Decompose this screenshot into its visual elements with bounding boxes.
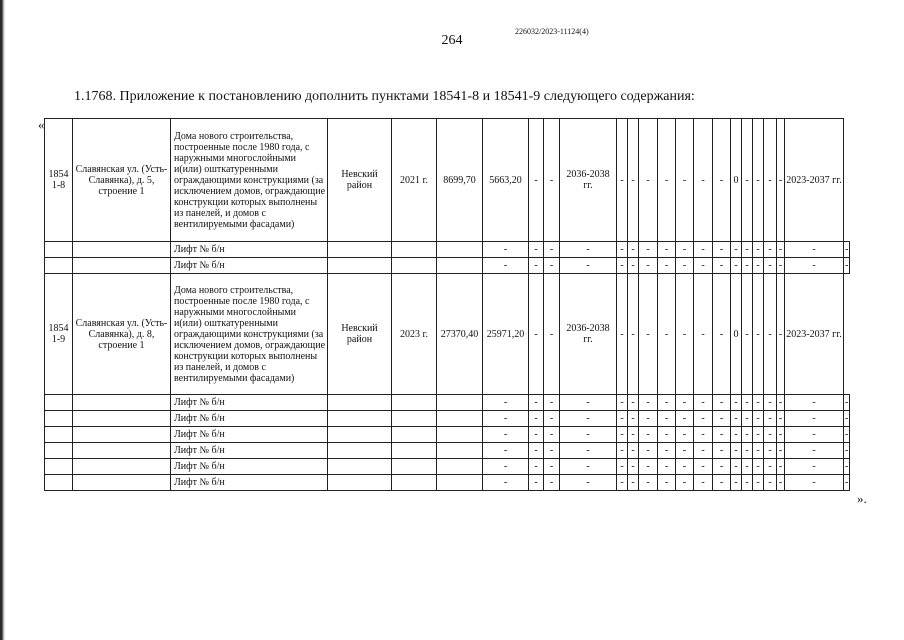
value-cell (437, 395, 483, 411)
value-cell: - (777, 443, 785, 459)
value-cell: - (764, 443, 777, 459)
value-cell: - (777, 274, 785, 395)
value-cell (328, 443, 392, 459)
value-cell: - (544, 242, 560, 258)
value-cell: - (560, 242, 617, 258)
value-cell: - (639, 443, 658, 459)
value-cell: - (483, 427, 529, 443)
value-cell: - (731, 459, 742, 475)
value-cell: - (764, 395, 777, 411)
value-cell: - (628, 242, 639, 258)
value-cell: - (742, 411, 753, 427)
lift-row (45, 427, 850, 443)
value-cell: - (529, 258, 544, 274)
empty-cell (73, 475, 171, 491)
value-cell: - (844, 411, 850, 427)
value-cell: - (713, 443, 731, 459)
value-cell (328, 258, 392, 274)
value-cell: - (731, 242, 742, 258)
value-cell: - (764, 258, 777, 274)
value-cell: - (658, 274, 676, 395)
value-cell: - (639, 475, 658, 491)
value-cell: - (617, 258, 628, 274)
empty-cell (45, 395, 73, 411)
value-cell: - (844, 443, 850, 459)
value-cell: - (617, 475, 628, 491)
value-cell: - (764, 427, 777, 443)
value-cell: - (844, 242, 850, 258)
value-cell: - (628, 475, 639, 491)
value-cell: - (694, 475, 713, 491)
empty-cell (73, 258, 171, 274)
value-cell: 0 (731, 274, 742, 395)
value-cell (328, 242, 392, 258)
area-total-cell: 8699,70 (437, 119, 483, 242)
empty-cell (45, 258, 73, 274)
value-cell (328, 475, 392, 491)
register-table (44, 118, 850, 491)
value-cell: - (529, 119, 544, 242)
value-cell: - (777, 119, 785, 242)
row-number: 1854 1-9 (45, 274, 73, 395)
value-cell: - (676, 411, 694, 427)
value-cell: 2036-2038 гг. (560, 119, 617, 242)
value-cell: - (529, 395, 544, 411)
value-cell: - (777, 395, 785, 411)
value-cell: - (777, 258, 785, 274)
value-cell: - (742, 475, 753, 491)
value-cell: - (617, 119, 628, 242)
value-cell: - (753, 459, 764, 475)
value-cell: - (731, 395, 742, 411)
empty-cell (45, 411, 73, 427)
value-cell: - (742, 258, 753, 274)
value-cell (328, 395, 392, 411)
value-cell: - (560, 395, 617, 411)
value-cell: - (658, 475, 676, 491)
value-cell: - (676, 475, 694, 491)
value-cell: - (617, 411, 628, 427)
value-cell: - (764, 475, 777, 491)
value-cell: - (753, 395, 764, 411)
value-cell: - (639, 119, 658, 242)
value-cell: - (560, 459, 617, 475)
value-cell: - (560, 258, 617, 274)
empty-cell (45, 459, 73, 475)
value-cell: - (694, 258, 713, 274)
value-cell: - (742, 274, 753, 395)
value-cell (437, 411, 483, 427)
value-cell: - (676, 274, 694, 395)
empty-cell (73, 242, 171, 258)
value-cell: - (658, 119, 676, 242)
lift-row (45, 459, 850, 475)
value-cell: - (785, 475, 844, 491)
opening-quote: « (38, 117, 45, 132)
value-cell: - (785, 242, 844, 258)
value-cell: - (777, 459, 785, 475)
value-cell: - (753, 274, 764, 395)
value-cell: - (742, 395, 753, 411)
value-cell (328, 427, 392, 443)
value-cell: - (694, 411, 713, 427)
value-cell: - (785, 395, 844, 411)
value-cell: 0 (731, 119, 742, 242)
value-cell: - (639, 427, 658, 443)
lift-label: Лифт № б/н (171, 258, 328, 274)
value-cell: - (658, 411, 676, 427)
value-cell: - (483, 475, 529, 491)
empty-cell (73, 427, 171, 443)
value-cell: - (560, 427, 617, 443)
value-cell: - (544, 427, 560, 443)
value-cell: - (731, 258, 742, 274)
value-cell: - (628, 119, 639, 242)
value-cell: - (742, 459, 753, 475)
value-cell: - (777, 427, 785, 443)
empty-cell (73, 395, 171, 411)
value-cell: - (544, 443, 560, 459)
value-cell: - (628, 258, 639, 274)
value-cell: - (628, 443, 639, 459)
value-cell: - (628, 427, 639, 443)
lift-row (45, 258, 850, 274)
value-cell: - (676, 443, 694, 459)
value-cell: - (483, 395, 529, 411)
value-cell: - (676, 427, 694, 443)
value-cell: - (483, 258, 529, 274)
value-cell: - (753, 411, 764, 427)
lift-row (45, 395, 850, 411)
value-cell: - (617, 459, 628, 475)
value-cell: - (764, 411, 777, 427)
value-cell: - (753, 119, 764, 242)
value-cell: - (753, 475, 764, 491)
value-cell (392, 475, 437, 491)
value-cell: - (844, 395, 850, 411)
area-total-cell: 27370,40 (437, 274, 483, 395)
value-cell: - (628, 459, 639, 475)
value-cell: - (713, 411, 731, 427)
area-living-cell: 5663,20 (483, 119, 529, 242)
value-cell: - (544, 459, 560, 475)
empty-cell (45, 242, 73, 258)
value-cell: - (785, 427, 844, 443)
value-cell (437, 258, 483, 274)
value-cell: - (764, 274, 777, 395)
lift-label: Лифт № б/н (171, 459, 328, 475)
value-cell: - (694, 274, 713, 395)
value-cell: - (713, 427, 731, 443)
value-cell (392, 427, 437, 443)
value-cell (392, 443, 437, 459)
lift-label: Лифт № б/н (171, 475, 328, 491)
value-cell: - (617, 395, 628, 411)
value-cell: - (628, 274, 639, 395)
value-cell: - (544, 119, 560, 242)
value-cell: - (544, 274, 560, 395)
value-cell: - (658, 459, 676, 475)
closing-quote: ». (857, 491, 867, 506)
value-cell (437, 459, 483, 475)
value-cell (392, 395, 437, 411)
description-cell: Дома нового строительства, построенные после 1980 года, с наружными многослойными и(или) ошткатуренными ограждающими конструкциями (за исключением домов, ограждающие конструкции которых выполнены из панелей, и домов с вентилируемыми фасадами) (171, 274, 328, 395)
value-cell: - (544, 395, 560, 411)
value-cell: 2023-2037 гг. (785, 119, 844, 242)
lift-row (45, 411, 850, 427)
value-cell: - (529, 274, 544, 395)
value-cell (437, 443, 483, 459)
area-living-cell: 25971,20 (483, 274, 529, 395)
value-cell: - (529, 427, 544, 443)
value-cell: - (753, 443, 764, 459)
value-cell: - (658, 427, 676, 443)
value-cell: - (658, 258, 676, 274)
value-cell: - (713, 475, 731, 491)
value-cell: - (694, 242, 713, 258)
year-cell: 2023 г. (392, 274, 437, 395)
value-cell: - (483, 443, 529, 459)
value-cell: - (694, 395, 713, 411)
building-row (45, 274, 850, 395)
value-cell: - (676, 258, 694, 274)
value-cell: - (483, 411, 529, 427)
value-cell: - (742, 119, 753, 242)
value-cell: - (617, 443, 628, 459)
value-cell: - (694, 427, 713, 443)
lift-row (45, 242, 850, 258)
value-cell: - (628, 395, 639, 411)
value-cell: - (529, 443, 544, 459)
district-cell: Невский район (328, 274, 392, 395)
value-cell: - (694, 443, 713, 459)
value-cell: - (731, 427, 742, 443)
value-cell (392, 242, 437, 258)
value-cell: - (742, 427, 753, 443)
document-number: 226032/2023-11124(4) (515, 27, 589, 36)
value-cell: - (628, 411, 639, 427)
value-cell: - (777, 242, 785, 258)
value-cell: - (544, 475, 560, 491)
value-cell (437, 475, 483, 491)
value-cell: - (742, 443, 753, 459)
value-cell: - (617, 274, 628, 395)
value-cell: - (753, 242, 764, 258)
address-cell: Славянская ул. (Усть-Славянка), д. 8, строение 1 (73, 274, 171, 395)
value-cell: - (529, 242, 544, 258)
value-cell: 2036-2038 гг. (560, 274, 617, 395)
value-cell: - (694, 459, 713, 475)
value-cell: - (785, 411, 844, 427)
value-cell: - (731, 475, 742, 491)
value-cell: - (676, 395, 694, 411)
lift-row (45, 475, 850, 491)
value-cell: - (785, 258, 844, 274)
value-cell: - (639, 459, 658, 475)
value-cell: - (676, 459, 694, 475)
value-cell: - (731, 411, 742, 427)
value-cell: - (713, 395, 731, 411)
value-cell: - (753, 258, 764, 274)
heading: 1.1768. Приложение к постановлению дополнить пунктами 18541-8 и 18541-9 следующего содержания: (74, 89, 695, 104)
empty-cell (73, 459, 171, 475)
empty-cell (45, 443, 73, 459)
empty-cell (45, 475, 73, 491)
value-cell: - (764, 459, 777, 475)
value-cell: - (529, 411, 544, 427)
value-cell (437, 427, 483, 443)
lift-label: Лифт № б/н (171, 395, 328, 411)
value-cell (328, 411, 392, 427)
lift-label: Лифт № б/н (171, 427, 328, 443)
value-cell: - (764, 242, 777, 258)
address-cell: Славянская ул. (Усть-Славянка), д. 5, строение 1 (73, 119, 171, 242)
value-cell: - (617, 427, 628, 443)
value-cell: - (713, 274, 731, 395)
building-row (45, 119, 850, 242)
year-cell: 2021 г. (392, 119, 437, 242)
value-cell: - (777, 475, 785, 491)
value-cell: - (753, 427, 764, 443)
value-cell: - (639, 274, 658, 395)
scan-left-edge (0, 0, 5, 640)
value-cell: - (777, 411, 785, 427)
empty-cell (73, 411, 171, 427)
lift-label: Лифт № б/н (171, 411, 328, 427)
value-cell: - (560, 443, 617, 459)
value-cell: - (658, 242, 676, 258)
value-cell: - (529, 459, 544, 475)
value-cell: - (676, 242, 694, 258)
page-number: 264 (441, 33, 463, 48)
value-cell: - (544, 411, 560, 427)
value-cell: - (676, 119, 694, 242)
value-cell: - (731, 443, 742, 459)
value-cell: - (844, 459, 850, 475)
value-cell (437, 242, 483, 258)
value-cell: - (617, 242, 628, 258)
value-cell: - (529, 475, 544, 491)
value-cell: - (483, 242, 529, 258)
value-cell: - (713, 258, 731, 274)
district-cell: Невский район (328, 119, 392, 242)
lift-label: Лифт № б/н (171, 443, 328, 459)
value-cell (328, 459, 392, 475)
lift-row (45, 443, 850, 459)
value-cell: - (713, 119, 731, 242)
value-cell: - (742, 242, 753, 258)
value-cell: - (694, 119, 713, 242)
value-cell: - (658, 395, 676, 411)
value-cell: - (844, 427, 850, 443)
value-cell: - (639, 258, 658, 274)
value-cell: - (713, 242, 731, 258)
description-cell: Дома нового строительства, построенные после 1980 года, с наружными многослойными и(или) ошткатуренными ограждающими конструкциями (за исключением домов, ограждающие конструкции которых выполнены из панелей, и домов с вентилируемыми фасадами) (171, 119, 328, 242)
value-cell (392, 411, 437, 427)
value-cell: - (785, 459, 844, 475)
value-cell: - (639, 242, 658, 258)
value-cell: - (844, 258, 850, 274)
value-cell: - (658, 443, 676, 459)
value-cell: - (639, 411, 658, 427)
value-cell: - (639, 395, 658, 411)
empty-cell (45, 427, 73, 443)
value-cell: - (764, 119, 777, 242)
value-cell: - (483, 459, 529, 475)
value-cell: - (560, 411, 617, 427)
value-cell: - (560, 475, 617, 491)
empty-cell (73, 443, 171, 459)
value-cell (392, 459, 437, 475)
value-cell: - (544, 258, 560, 274)
value-cell: - (785, 443, 844, 459)
value-cell: 2023-2037 гг. (785, 274, 844, 395)
lift-label: Лифт № б/н (171, 242, 328, 258)
row-number: 1854 1-8 (45, 119, 73, 242)
value-cell (392, 258, 437, 274)
value-cell: - (844, 475, 850, 491)
value-cell: - (713, 459, 731, 475)
